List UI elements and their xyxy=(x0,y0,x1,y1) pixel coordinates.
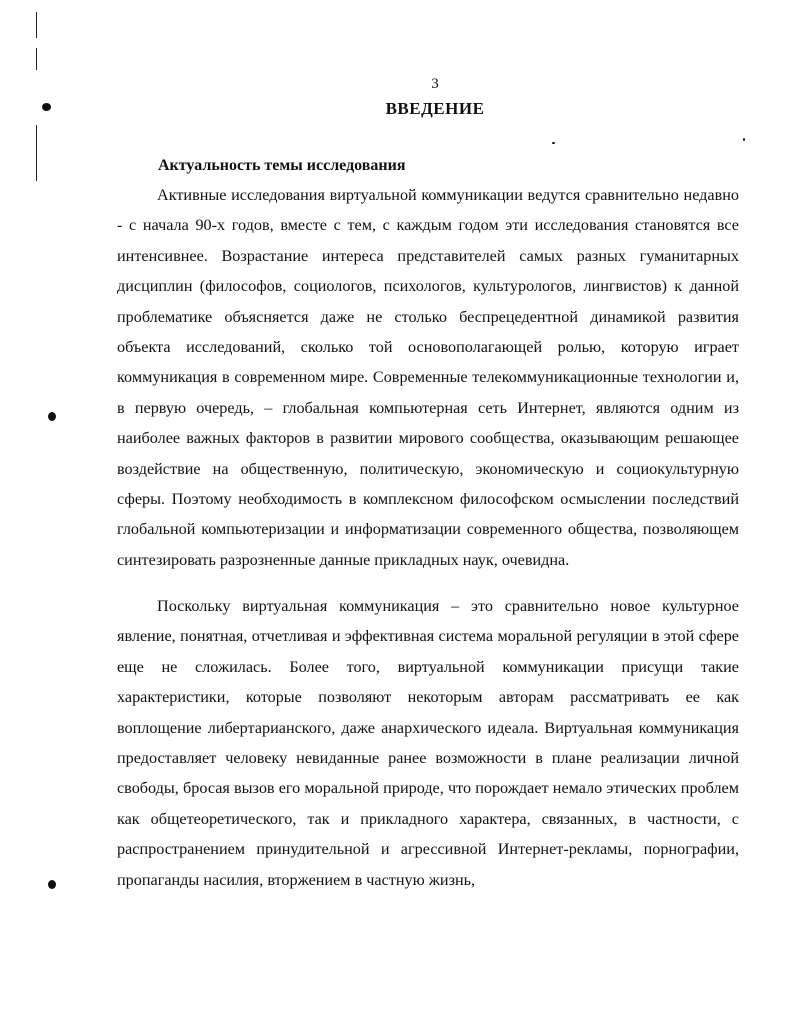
page-title: ВВЕДЕНИЕ xyxy=(385,99,485,118)
scan-artifact-line xyxy=(36,48,37,70)
scan-artifact-dot xyxy=(48,880,56,889)
section-heading: Актуальность темы исследования xyxy=(158,157,406,174)
page-number: 3 xyxy=(431,76,439,92)
paragraph-2 xyxy=(117,591,739,895)
scan-artifact-dot xyxy=(552,142,555,144)
paragraph-1 xyxy=(117,180,739,575)
scan-artifact-dot xyxy=(743,138,745,141)
scan-artifact-line xyxy=(36,12,37,38)
paragraph-text: Активные исследования виртуальной коммуникации ведутся сравнительно недавно - с начала 90-х годов, вместе с тем, с каждым годом эти исследования становятся все интенсивнее. Возрастание интереса представителей самых разных гуманитарных дисциплин (философов, социологов, психологов, культурологов, лингвистов) к данной проблематике объясняется даже не столько беспрецедентной динамикой развития объекта исследований, сколько той основополагающей ролью, которую играет коммуникация в современном мире. Современные телекоммуникационные технологии и, в первую очередь, – глобальная компьютерная сеть Интернет, являются одним из наиболее важных факторов в развитии мирового сообщества, оказывающим решающее воздействие на общественную, политическую, экономическую и социокультурную сферы. Поэтому необходимость в комплексном философском осмыслении последствий глобальной компьютеризации и информатизации современного общества, позволяющем синтезировать разрозненные данные прикладных наук, очевидна. xyxy=(117,186,739,569)
paragraph-text: Поскольку виртуальная коммуникация – это сравнительно новое культурное явление, понятная, отчетливая и эффективная система моральной регуляции в этой сфере еще не сложилась. Более того, виртуальной коммуникации присущи такие характеристики, которые позволяют некоторым авторам рассматривать ее как воплощение либертарианского, даже анархического идеала. Виртуальная коммуникация предоставляет человеку невиданные ранее возможности в плане реализации личной свободы, бросая вызов его моральной природе, что порождает немало этических проблем как общетеоретического, так и прикладного характера, связанных, в частности, с распространением принудительной и агрессивной Интернет-рекламы, порнографии, пропаганды насилия, вторжением в частную жизнь, xyxy=(117,597,739,889)
scan-artifact-dot xyxy=(48,412,56,421)
scan-artifact-line xyxy=(36,125,37,181)
